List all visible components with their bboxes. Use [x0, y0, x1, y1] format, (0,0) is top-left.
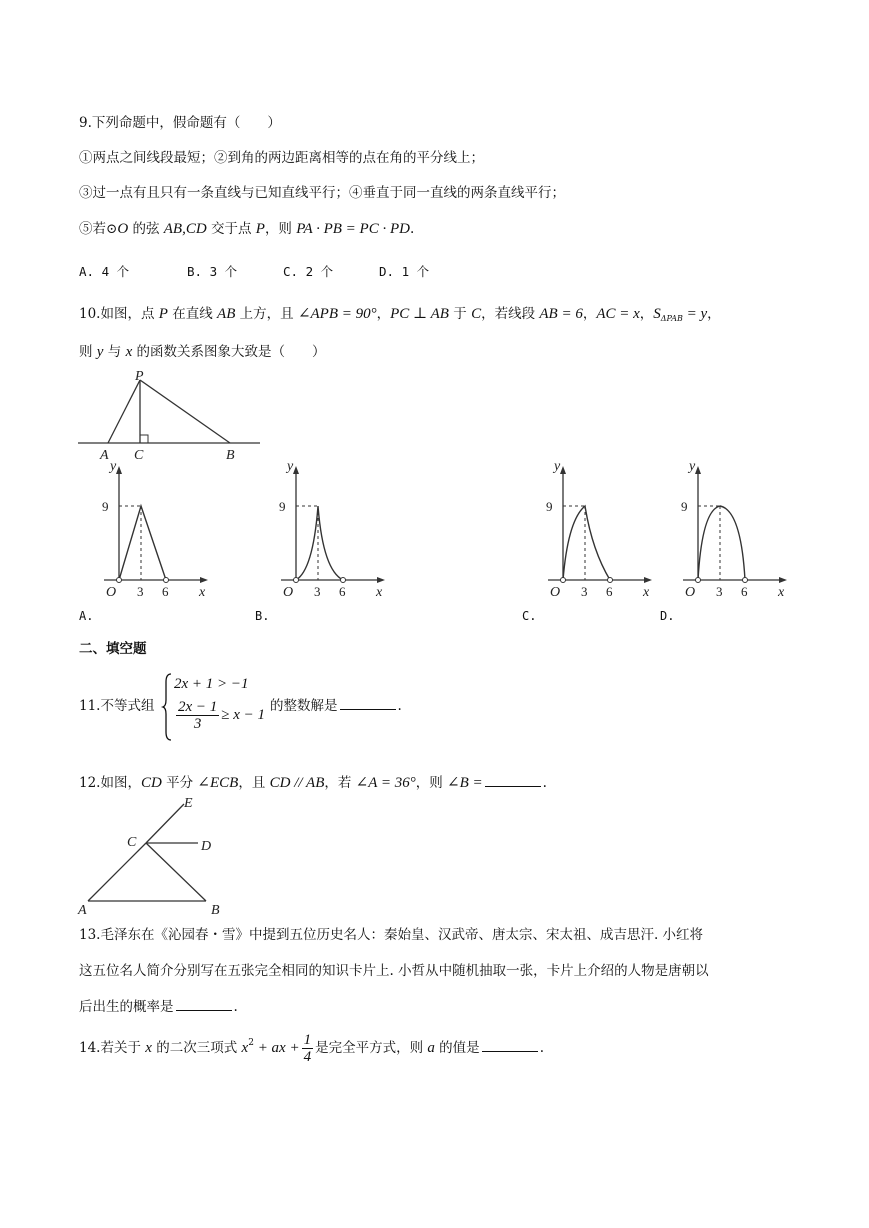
q14-fraction: $\frac{1}{4}$	[303, 1032, 312, 1065]
q9-line2: ③过一点有且只有一条直线与已知直线平行；④垂直于同一直线的两条直线平行；	[79, 185, 565, 201]
q10-graph-a-nine: 9	[102, 499, 109, 514]
q10-graph-c-ylabel: y	[554, 459, 561, 474]
q12-answer-blank[interactable]	[485, 774, 541, 787]
q14-stem: 14.若关于 x 的二次三项式 $x^2$ + ax + $\frac{1}{4}$ 是完全平方式，则 a 的值是 .	[79, 1032, 544, 1065]
q10-graph-a	[96, 460, 216, 605]
q11-inequality-2: $\frac{2x - 1}{3}$ ≥ x − 1	[178, 699, 266, 732]
q13-line3: 后出生的概率是 .	[79, 999, 238, 1015]
q10-graph-c	[540, 460, 660, 605]
q12-stem: 12.如图，CD 平分 ∠ECB，且 CD // AB，若 ∠A = 36°，则 ∠B = .	[79, 775, 547, 791]
q11-fraction: $\frac{2x - 1}{3}$	[178, 699, 218, 732]
q12-angle-figure	[76, 796, 226, 918]
q10-graph-d-label: D.	[660, 609, 675, 623]
q10-graph-b-three: 3	[314, 584, 321, 599]
q9-line3: ⑤若⊙O 的弦 AB,CD 交于点 P，则 PA · PB = PC · PD.	[79, 221, 415, 237]
q10-graph-d	[675, 460, 795, 605]
q10-graph-b-six: 6	[339, 584, 346, 599]
q10-fig-label-b: B	[226, 448, 235, 463]
q10-graph-c-xlabel: x	[643, 585, 650, 600]
q14-answer-blank[interactable]	[482, 1039, 538, 1052]
q10-graph-d-origin: O	[685, 585, 696, 600]
section-title-fill-blank: 二、填空题	[79, 641, 147, 657]
q10-graph-d-three: 3	[716, 584, 723, 599]
q10-graph-c-label: C.	[522, 609, 537, 623]
q12-fig-label-a: A	[78, 903, 87, 918]
q10-graph-c-three: 3	[581, 584, 588, 599]
q10-graph-d-ylabel: y	[689, 459, 696, 474]
q10-graph-d-xlabel: x	[778, 585, 785, 600]
q9-option-c: C. 2 个	[283, 264, 334, 279]
q12-fig-label-c: C	[127, 835, 137, 850]
q9-options	[79, 263, 429, 281]
q10-graph-a-ylabel: y	[110, 459, 117, 474]
q10-fig-label-a: A	[100, 448, 109, 463]
q10-graph-b-label: B.	[255, 609, 270, 623]
q10-graph-c-origin: O	[550, 585, 561, 600]
q9-option-a: A. 4 个	[79, 264, 130, 279]
q11-prefix: 11.不等式组	[79, 698, 155, 714]
q10-line2: 则 y 与 x 的函数关系图象大致是（ ）	[79, 344, 326, 360]
q10-graph-a-six: 6	[162, 584, 169, 599]
q10-fig-label-c: C	[134, 448, 144, 463]
q10-graph-a-xlabel: x	[199, 585, 206, 600]
q9-line1: ①两点之间线段最短；②到角的两边距离相等的点在角的平分线上；	[79, 150, 484, 166]
q10-graph-b	[273, 460, 393, 605]
q11-answer-blank[interactable]	[340, 697, 396, 710]
q10-fig-label-p: P	[135, 369, 144, 384]
q10-graph-b-nine: 9	[279, 499, 286, 514]
q10-graph-d-nine: 9	[681, 499, 688, 514]
q10-graph-b-xlabel: x	[376, 585, 383, 600]
q10-graph-a-label: A.	[79, 609, 94, 623]
q13-answer-blank[interactable]	[176, 998, 232, 1011]
q13-line1: 13.毛泽东在《沁园春・雪》中提到五位历史名人：秦始皇、汉武帝、唐太宗、宋太祖、成吉思汗. 小红将	[79, 927, 704, 943]
q10-graph-a-origin: O	[106, 585, 117, 600]
q10-graph-d-six: 6	[741, 584, 748, 599]
q10-graph-c-nine: 9	[546, 499, 553, 514]
q9-option-d: D. 1 个	[379, 264, 430, 279]
q12-fig-label-b: B	[211, 903, 220, 918]
q12-fig-label-e: E	[184, 796, 193, 811]
q10-line1: 10.如图，点 P 在直线 AB 上方，且 ∠APB = 90°，PC ⊥ AB 于 C，若线段 AB = 6，AC = x，$S_{\Delta PAB} = y$，	[79, 306, 721, 323]
q10-graph-a-three: 3	[137, 584, 144, 599]
q9-stem: 9.下列命题中，假命题有（ ）	[79, 115, 281, 131]
q10-graph-b-origin: O	[283, 585, 294, 600]
q10-graph-c-six: 6	[606, 584, 613, 599]
q11-brace	[163, 672, 173, 742]
q10-graph-b-ylabel: y	[287, 459, 294, 474]
q13-line2: 这五位名人简介分别写在五张完全相同的知识卡片上. 小哲从中随机抽取一张，卡片上介绍的人物是唐朝以	[79, 963, 709, 979]
q11-inequality-1: 2x + 1 > −1	[174, 676, 249, 692]
q9-option-b: B. 3 个	[187, 264, 238, 279]
q12-fig-label-d: D	[201, 839, 212, 854]
q11-suffix: 的整数解是 .	[270, 698, 402, 714]
q10-triangle-figure	[78, 368, 268, 463]
